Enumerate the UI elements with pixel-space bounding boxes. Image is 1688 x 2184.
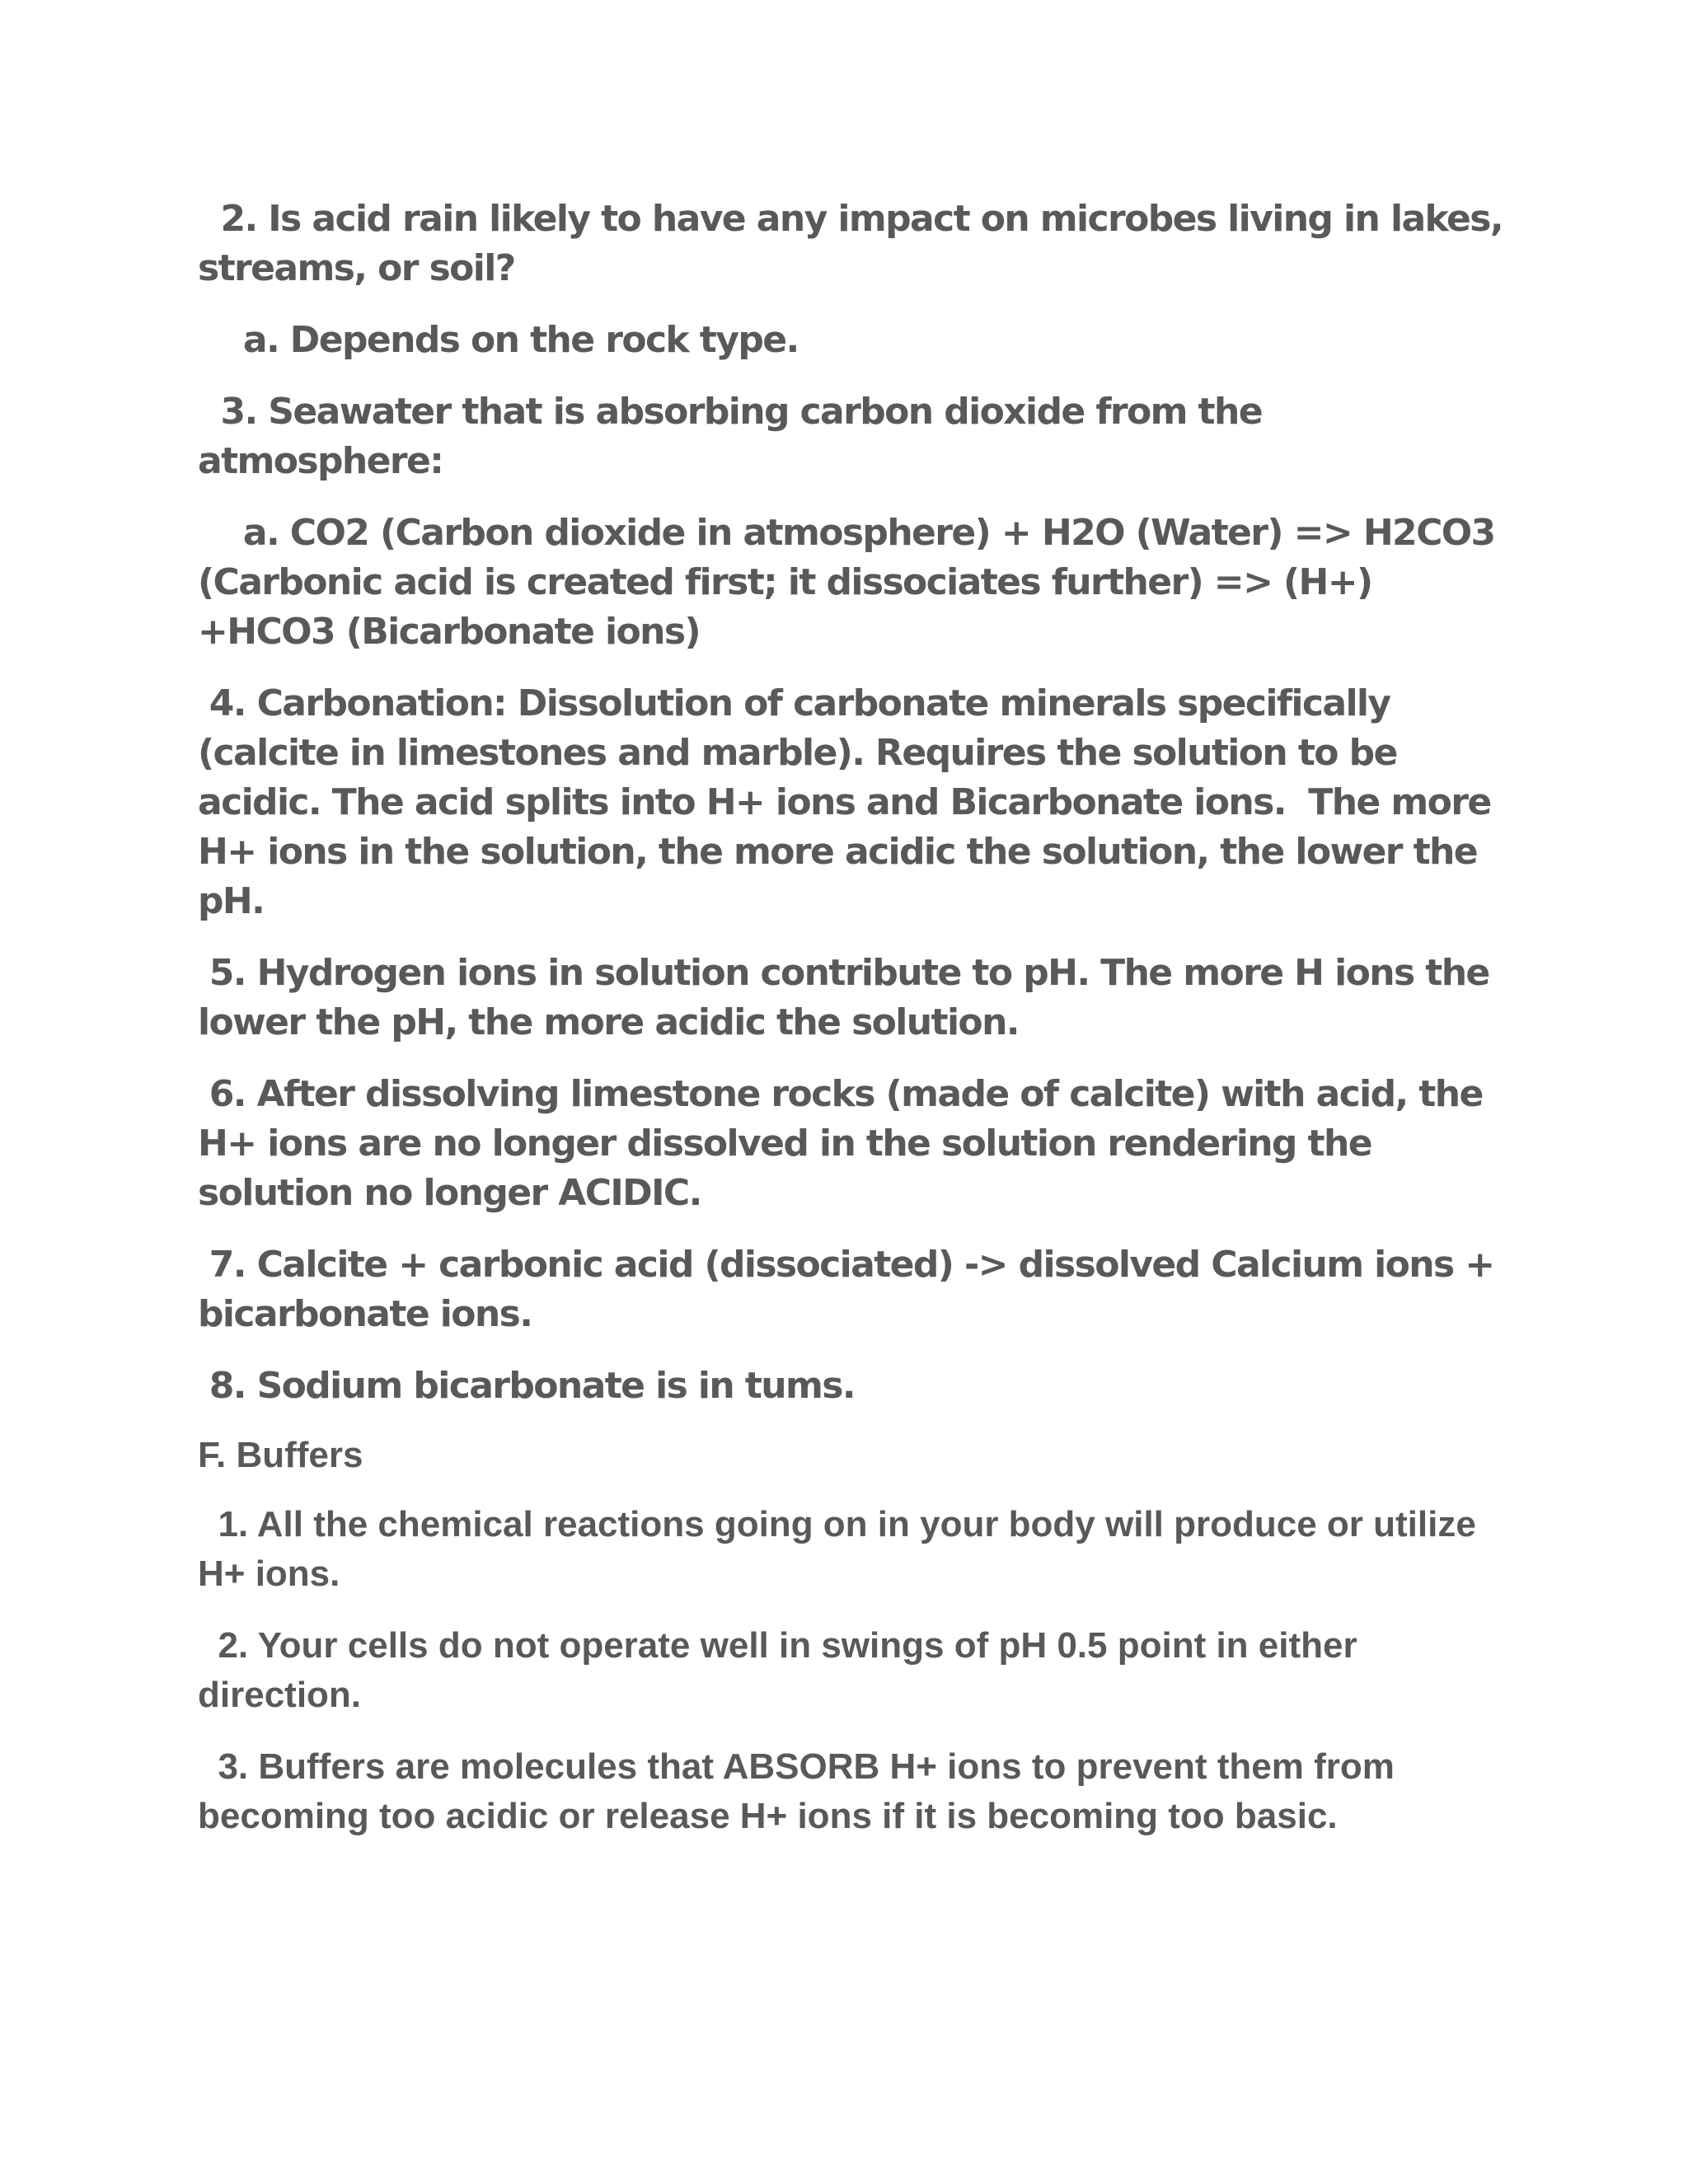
paragraph-q8: 8. Sodium bicarbonate is in tums.: [198, 1365, 855, 1407]
paragraph-q2a: a. Depends on the rock type.: [198, 319, 799, 361]
paragraph-q4: 4. Carbonation: Dissolution of carbonate minerals specifically (calcite in limestones and marble). Requires the solution to be acidic. The acid splits into H+ ions and Bicarbonate ions. The more H+ ions in the solution, the more acidic the solution, the lower the pH.: [198, 682, 1503, 922]
paragraph-q2: 2. Is acid rain likely to have any impact on microbes living in lakes, streams, or soil?: [198, 198, 1514, 289]
paragraph-q7: 7. Calcite + carbonic acid (dissociated) -> dissolved Calcium ions + bicarbonate ions.: [198, 1244, 1506, 1335]
paragraph-q3a: a. CO2 (Carbon dioxide in atmosphere) + H2O (Water) => H2CO3 (Carbonic acid is created first; it dissociates further) => (H+) +HCO3 (Bicarbonate ions): [198, 512, 1507, 653]
document-page: [198, 194, 1517, 1863]
paragraph-q3: 3. Seawater that is absorbing carbon dioxide from the atmosphere:: [198, 391, 1273, 482]
buffers-heading: F. Buffers: [198, 1435, 363, 1475]
buffers-item-1: 1. All the chemical reactions going on in your body will produce or utilize H+ ions.: [198, 1504, 1487, 1594]
paragraph-q6: 6. After dissolving limestone rocks (made of calcite) with acid, the H+ ions are no longer dissolved in the solution rendering the solution no longer ACIDIC.: [198, 1073, 1494, 1214]
buffers-item-2: 2. Your cells do not operate well in swings of pH 0.5 point in either direction.: [198, 1625, 1367, 1715]
buffers-item-3: 3. Buffers are molecules that ABSORB H+ ions to prevent them from becoming too acidic or release H+ ions if it is becoming too basic.: [198, 1746, 1405, 1836]
paragraph-q5: 5. Hydrogen ions in solution contribute to pH. The more H ions the lower the pH, the more acidic the solution.: [198, 952, 1501, 1043]
